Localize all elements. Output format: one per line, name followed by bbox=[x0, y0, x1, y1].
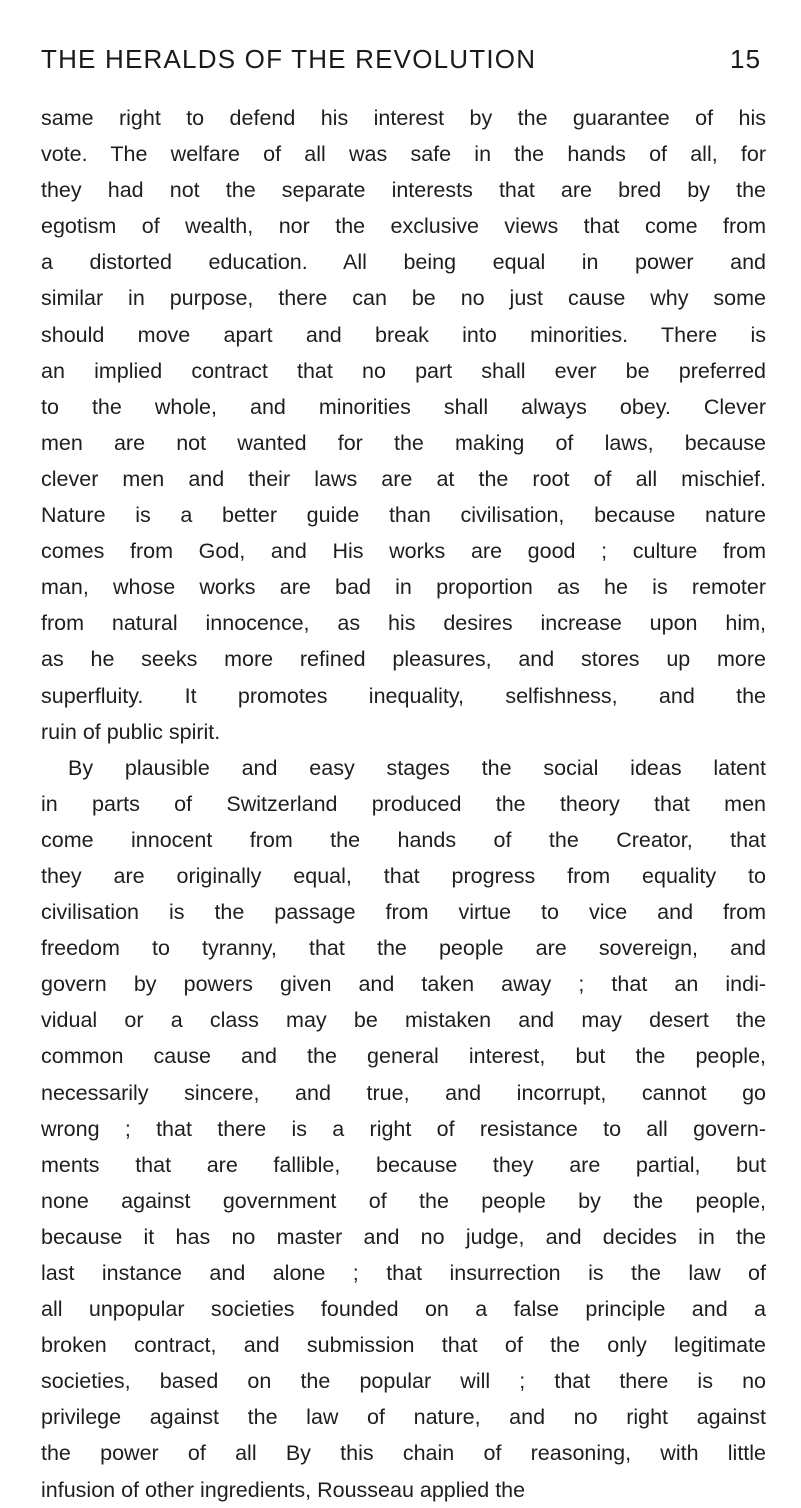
text-line: to the whole, and minorities shall always obey. Clever bbox=[41, 394, 766, 419]
text-line: necessarily sincere, and true, and incorrupt, cannot go bbox=[41, 1080, 766, 1105]
text-line: wrong ; that there is a right of resistance to all govern- bbox=[41, 1116, 766, 1141]
text-line: they had not the separate interests that are bred by the bbox=[41, 178, 766, 203]
text-line: Nature is a better guide than civilisation, because nature bbox=[41, 503, 766, 528]
paragraph-2 bbox=[41, 750, 766, 1508]
text-line: come innocent from the hands of the Creator, that bbox=[41, 827, 766, 852]
text-line: govern by powers given and taken away ; that an indi- bbox=[41, 972, 766, 997]
text-line: they are originally equal, that progress from equality to bbox=[41, 863, 766, 888]
text-line: similar in purpose, there can be no just cause why some bbox=[41, 286, 766, 311]
text-line: from natural innocence, as his desires increase upon him, bbox=[41, 611, 766, 636]
text-line: ruin of public spirit. bbox=[41, 719, 221, 744]
text-line: egotism of wealth, nor the exclusive views that come from bbox=[41, 214, 766, 239]
text-line: because it has no master and no judge, and decides in the bbox=[41, 1224, 766, 1249]
text-line: broken contract, and submission that of the only legitimate bbox=[41, 1333, 766, 1358]
paragraph-1 bbox=[41, 100, 766, 750]
text-line: an implied contract that no part shall ever be preferred bbox=[41, 358, 766, 383]
page-number: 15 bbox=[730, 44, 762, 74]
text-line: infusion of other ingredients, Rousseau applied the bbox=[41, 1477, 526, 1502]
text-line: freedom to tyranny, that the people are sovereign, and bbox=[41, 936, 766, 961]
running-title: THE HERALDS OF THE REVOLUTION bbox=[41, 44, 537, 74]
text-line: vidual or a class may be mistaken and may desert the bbox=[41, 1008, 766, 1033]
text-line: as he seeks more refined pleasures, and stores up more bbox=[41, 647, 766, 672]
text-line: common cause and the general interest, but the people, bbox=[41, 1044, 766, 1069]
text-line: vote. The welfare of all was safe in the hands of all, for bbox=[41, 142, 766, 167]
text-line: last instance and alone ; that insurrection is the law of bbox=[41, 1261, 766, 1285]
text-line: all unpopular societies founded on a false principle and a bbox=[41, 1297, 766, 1322]
text-line: in parts of Switzerland produced the theory that men bbox=[41, 791, 766, 816]
text-line: clever men and their laws are at the root of all mischief. bbox=[41, 466, 766, 491]
body-text bbox=[41, 100, 766, 1508]
text-line: the power of all By this chain of reasoning, with little bbox=[41, 1441, 766, 1466]
text-line: By plausible and easy stages the social ideas latent bbox=[68, 755, 766, 780]
text-line: superfluity. It promotes inequality, selfishness, and the bbox=[41, 683, 766, 708]
running-head bbox=[0, 44, 801, 84]
text-line: civilisation is the passage from virtue to vice and from bbox=[41, 900, 766, 925]
text-line: men are not wanted for the making of laws, because bbox=[41, 430, 766, 455]
text-line: man, whose works are bad in proportion as he is remoter bbox=[41, 575, 766, 600]
text-line: ments that are fallible, because they are partial, but bbox=[41, 1152, 766, 1177]
text-line: should move apart and break into minorities. There is bbox=[41, 322, 766, 347]
text-line: a distorted education. All being equal in power and bbox=[41, 250, 766, 275]
text-line: same right to defend his interest by the guarantee of his bbox=[41, 106, 766, 130]
text-line: societies, based on the popular will ; that there is no bbox=[41, 1369, 766, 1394]
text-line: privilege against the law of nature, and no right against bbox=[41, 1405, 766, 1430]
text-line: comes from God, and His works are good ; culture from bbox=[41, 539, 766, 564]
text-line: none against government of the people by the people, bbox=[41, 1188, 766, 1213]
